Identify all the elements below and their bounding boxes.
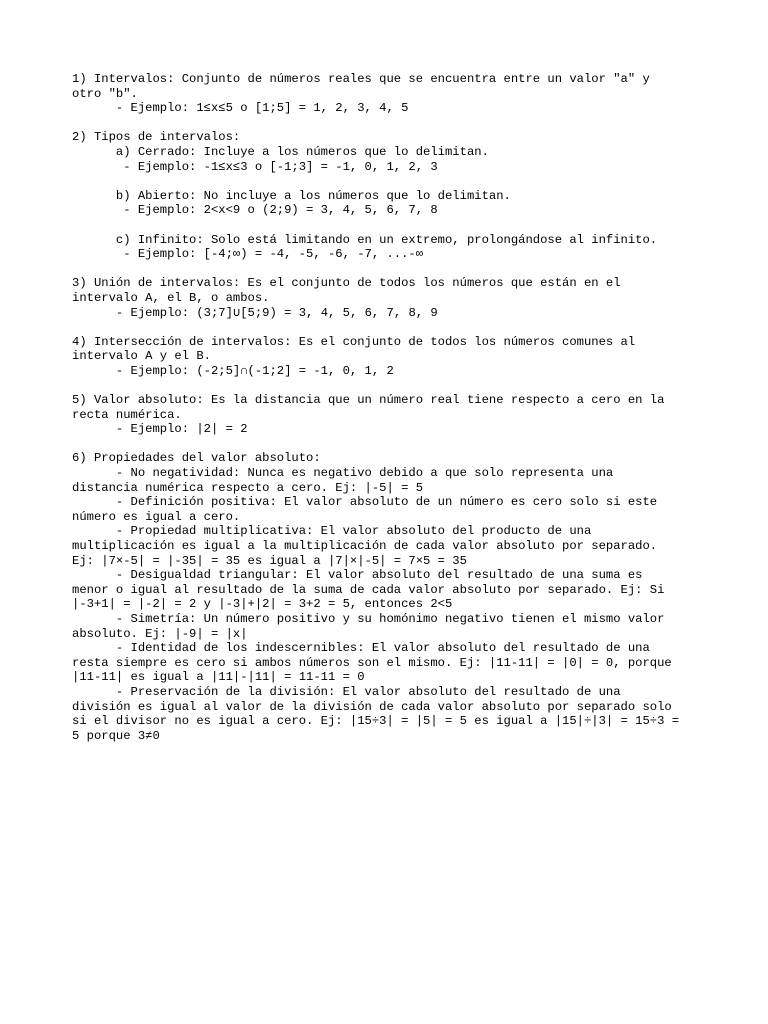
text-line: 2) Tipos de intervalos:	[72, 130, 241, 145]
text-line: - Desigualdad triangular: El valor absoluto del resultado de una suma es	[72, 568, 643, 583]
document-section	[72, 276, 702, 320]
text-line: distancia numérica respecto a cero. Ej: |-5| = 5	[72, 480, 424, 495]
paragraph-gap	[72, 320, 702, 335]
paragraph-gap	[72, 378, 702, 393]
text-line: |11-11| es igual a |11|-|11| = 11-11 = 0	[72, 670, 365, 685]
text-line: 1) Intervalos: Conjunto de números reales que se encuentra entre un valor "a" y	[72, 72, 650, 86]
text-line: 5) Valor absoluto: Es la distancia que un número real tiene respecto a cero en la	[72, 393, 665, 408]
document-section	[72, 233, 702, 262]
text-line: b) Abierto: No incluye a los números que lo delimitan.	[72, 188, 511, 203]
text-line: menor o igual al resultado de la suma de cada valor absoluto por separado. Ej: Si	[72, 582, 665, 597]
paragraph-gap	[72, 116, 702, 131]
text-line: otro "b".	[72, 86, 138, 101]
text-line: multiplicación es igual a la multiplicación de cada valor absoluto por separado.	[72, 539, 658, 553]
paragraph-gap	[72, 262, 702, 277]
text-line: 5 porque 3≠0	[72, 728, 160, 743]
document-section	[72, 130, 702, 174]
text-line: intervalo A y el B.	[72, 349, 211, 364]
text-line: Ej: |7×-5| = |-35| = 35 es igual a |7|×|-5| = 7×5 = 35	[72, 553, 467, 568]
paragraph-gap	[72, 437, 702, 452]
document-section	[72, 189, 702, 218]
text-line: - Ejemplo: (3;7]∪[5;9) = 3, 4, 5, 6, 7, 8, 9	[72, 305, 438, 320]
document-section	[72, 335, 702, 379]
text-line: |-3+1| = |-2| = 2 y |-3|+|2| = 3+2 = 5, entonces 2<5	[72, 597, 453, 612]
text-line: recta numérica.	[72, 407, 182, 422]
text-line: - Ejemplo: [-4;∞) = -4, -5, -6, -7, ...-∞	[72, 247, 424, 262]
text-line: - Ejemplo: (-2;5]∩(-1;2] = -1, 0, 1, 2	[72, 363, 394, 378]
text-line: - Preservación de la división: El valor absoluto del resultado de una	[72, 684, 621, 699]
document-body	[72, 72, 702, 743]
text-line: resta siempre es cero si ambos números son el mismo. Ej: |11-11| = |0| = 0, porque	[72, 655, 672, 670]
text-line: división es igual al valor de la división de cada valor absoluto por separado solo	[72, 699, 672, 714]
text-line: - Ejemplo: |2| = 2	[72, 422, 248, 437]
paragraph-gap	[72, 174, 702, 189]
text-line: absoluto. Ej: |-9| = |x|	[72, 626, 248, 641]
text-line: - Ejemplo: -1≤x≤3 o [-1;3] = -1, 0, 1, 2, 3	[72, 159, 438, 174]
text-line: - No negatividad: Nunca es negativo debido a que solo representa una	[72, 466, 614, 481]
text-line: - Propiedad multiplicativa: El valor absoluto del producto de una	[72, 524, 592, 539]
document-section	[72, 451, 702, 743]
text-line: - Ejemplo: 2<x<9 o (2;9) = 3, 4, 5, 6, 7, 8	[72, 203, 438, 218]
text-line: 3) Unión de intervalos: Es el conjunto de todos los números que están en el	[72, 276, 621, 291]
text-line: intervalo A, el B, o ambos.	[72, 290, 270, 305]
document-section	[72, 72, 702, 116]
text-line: c) Infinito: Solo está limitando en un extremo, prolongándose al infinito.	[72, 232, 658, 247]
document-page	[72, 72, 702, 743]
text-line: 6) Propiedades del valor absoluto:	[72, 451, 321, 466]
text-line: - Simetría: Un número positivo y su homónimo negativo tienen el mismo valor	[72, 611, 665, 626]
document-section	[72, 393, 702, 437]
text-line: número es igual a cero.	[72, 509, 241, 524]
text-line: 4) Intersección de intervalos: Es el conjunto de todos los números comunes al	[72, 334, 636, 349]
text-line: si el divisor no es igual a cero. Ej: |15÷3| = |5| = 5 es igual a |15|÷|3| = 15÷3 =	[72, 714, 680, 729]
text-line: - Ejemplo: 1≤x≤5 o [1;5] = 1, 2, 3, 4, 5	[72, 101, 409, 116]
text-line: - Definición positiva: El valor absoluto de un número es cero solo si este	[72, 495, 658, 510]
text-line: a) Cerrado: Incluye a los números que lo delimitan.	[72, 144, 489, 159]
text-line: - Identidad de los indescernibles: El valor absoluto del resultado de una	[72, 641, 650, 656]
paragraph-gap	[72, 218, 702, 233]
